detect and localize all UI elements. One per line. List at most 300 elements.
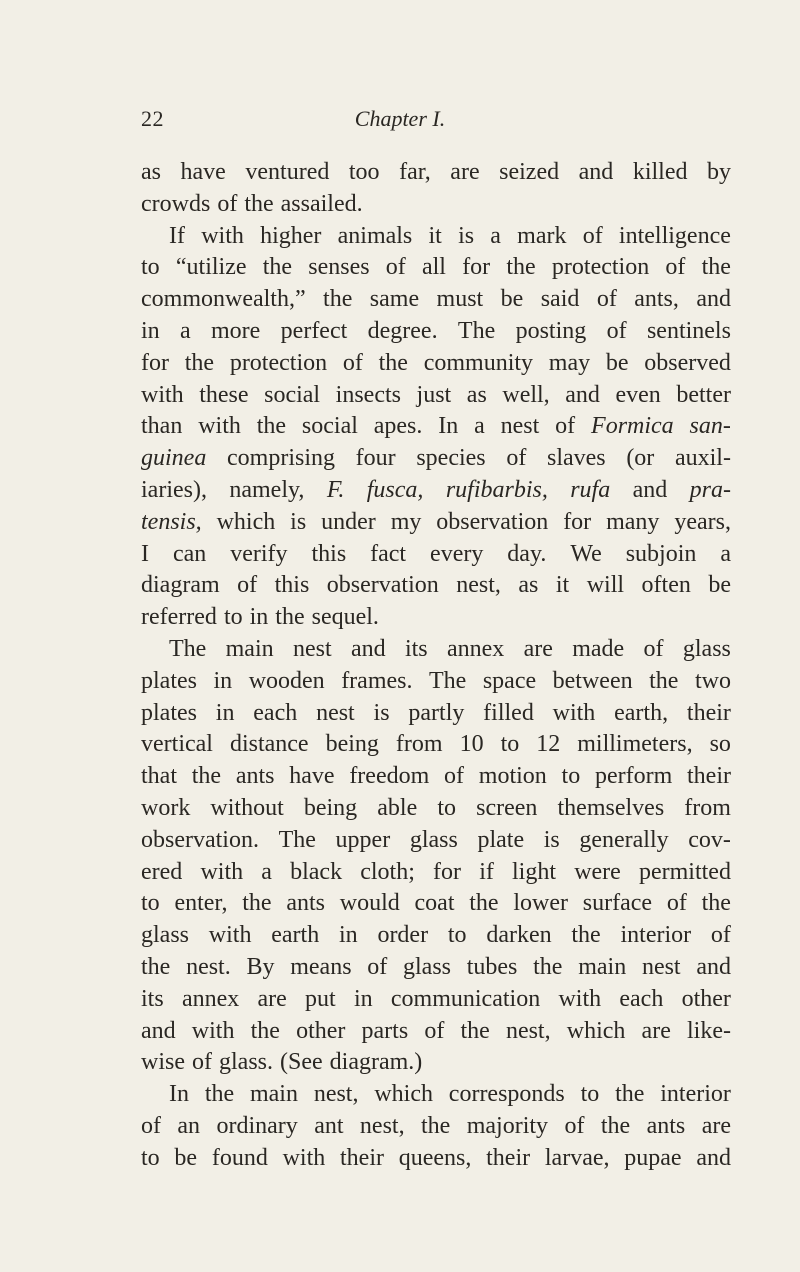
word: tubes — [466, 953, 518, 980]
word: ant — [314, 1112, 344, 1139]
word: more — [211, 317, 261, 344]
word: main — [578, 953, 627, 980]
word: annex — [446, 635, 505, 662]
word: the — [571, 922, 601, 949]
word: plates — [141, 699, 197, 726]
word: would — [339, 890, 400, 917]
word: which — [216, 508, 276, 535]
word: of — [666, 890, 687, 917]
word: iaries), — [141, 476, 207, 503]
word: the — [244, 190, 274, 217]
word: a — [474, 413, 485, 440]
word: social — [301, 413, 358, 440]
word: glass. — [219, 1049, 273, 1076]
word: and — [696, 1144, 731, 1171]
text-line — [141, 1143, 731, 1175]
word: nest, — [359, 1112, 405, 1139]
word: are — [523, 635, 553, 662]
word: were — [574, 858, 621, 885]
word: frames. — [341, 667, 413, 694]
word: filled — [483, 699, 534, 726]
running-head: Chapter I. — [354, 106, 446, 131]
word: even — [615, 381, 661, 408]
word: corresponds — [448, 1081, 565, 1108]
word: the — [204, 1081, 235, 1108]
word: of — [141, 1112, 161, 1139]
word: black — [290, 858, 343, 885]
word: able — [377, 794, 418, 821]
word: animals — [337, 222, 413, 249]
word: observed — [644, 349, 731, 376]
text-line — [141, 411, 731, 443]
word: just — [416, 381, 452, 408]
word: put — [305, 985, 336, 1012]
word: to — [437, 794, 457, 821]
word: is — [458, 222, 475, 249]
text-line — [141, 539, 731, 571]
word: will — [586, 572, 625, 599]
word: nest — [292, 635, 332, 662]
word: four — [355, 445, 396, 472]
word: referred — [141, 604, 217, 631]
word: earth — [271, 922, 320, 949]
word: this — [311, 540, 347, 567]
text-line — [141, 189, 731, 221]
word: fusca, — [366, 476, 424, 503]
word: of — [367, 953, 388, 980]
word: as — [466, 381, 487, 408]
word: glass — [682, 635, 731, 662]
word: insects — [335, 381, 401, 408]
word: wooden — [248, 667, 325, 694]
text-line — [141, 316, 731, 348]
word: diagram — [141, 572, 220, 599]
word: Formica — [591, 413, 674, 440]
word: tensis, — [141, 508, 202, 535]
word: apes. — [373, 413, 423, 440]
word: The — [278, 826, 316, 853]
word: the — [275, 604, 305, 631]
word: of — [192, 1049, 212, 1076]
text-line — [141, 952, 731, 984]
word: of — [710, 922, 731, 949]
word: The — [169, 635, 207, 662]
text-line — [141, 888, 731, 920]
text-line — [141, 1079, 731, 1111]
word: in — [141, 317, 160, 344]
word: have — [289, 763, 335, 790]
word: light — [512, 858, 557, 885]
word: diagram.) — [329, 1049, 423, 1076]
word: intelligence — [618, 222, 731, 249]
word: of — [606, 317, 627, 344]
word: which — [374, 1081, 433, 1108]
word: made — [572, 635, 625, 662]
word: glass — [403, 953, 451, 980]
word: years, — [674, 508, 731, 535]
word: darken — [486, 922, 552, 949]
word: community — [423, 349, 534, 376]
word: from — [395, 731, 443, 758]
word: of — [342, 349, 363, 376]
word: the — [533, 953, 563, 980]
word: glass — [409, 826, 458, 853]
word: subjoin — [625, 540, 697, 567]
word: these — [199, 381, 249, 408]
word: better — [676, 381, 731, 408]
word: queens, — [398, 1144, 472, 1171]
word: the — [242, 890, 272, 917]
word: perform — [594, 763, 673, 790]
word: with — [201, 222, 244, 249]
word: ants — [646, 1112, 686, 1139]
word: said — [540, 286, 580, 313]
word: so — [709, 731, 731, 758]
word: in — [338, 922, 358, 949]
word: being — [325, 731, 379, 758]
page-header — [0, 106, 800, 136]
word: other — [296, 1017, 346, 1044]
word: pupae — [624, 1144, 682, 1171]
word: of — [665, 254, 686, 281]
word: it — [428, 222, 442, 249]
word: rufa — [570, 476, 611, 503]
word: of — [385, 254, 406, 281]
word: the — [191, 763, 222, 790]
word: mark — [517, 222, 567, 249]
word: nest — [500, 413, 540, 440]
word: perfect — [280, 317, 348, 344]
word: fact — [370, 540, 407, 567]
text-line — [141, 1111, 731, 1143]
word: and — [696, 286, 731, 313]
word: the — [615, 1081, 645, 1108]
word: social — [264, 381, 321, 408]
word: are — [641, 1017, 671, 1044]
word: of — [555, 413, 576, 440]
word: far, — [399, 159, 431, 185]
word: and — [565, 381, 600, 408]
word: are — [450, 159, 480, 185]
word: enter, — [174, 890, 228, 917]
word: to — [141, 254, 160, 281]
word: which — [566, 1017, 626, 1044]
word: to — [223, 604, 243, 631]
word: plate — [477, 826, 525, 853]
word: senses — [308, 254, 370, 281]
word: seized — [499, 159, 560, 185]
word: sequel. — [311, 604, 379, 631]
word: the — [600, 1112, 631, 1139]
word: of — [596, 286, 617, 313]
word: all — [421, 254, 446, 281]
word: assailed. — [280, 190, 363, 217]
word: day. — [507, 540, 547, 567]
word: my — [390, 508, 422, 535]
word: this — [274, 572, 310, 599]
word: the — [184, 349, 215, 376]
word: slaves — [546, 445, 606, 472]
word: be — [174, 1144, 198, 1171]
word: motion — [478, 763, 547, 790]
word: can — [172, 540, 207, 567]
word: verify — [230, 540, 288, 567]
word: upper — [335, 826, 391, 853]
word: interior — [620, 922, 692, 949]
word: of — [506, 445, 527, 472]
word: cloth; — [360, 858, 415, 885]
word: and — [141, 1017, 176, 1044]
word: of — [424, 1017, 445, 1044]
word: if — [479, 858, 494, 885]
word: coat — [414, 890, 455, 917]
word: main — [225, 635, 274, 662]
word: nest — [316, 699, 355, 726]
word: of — [582, 222, 603, 249]
word: than — [141, 413, 183, 440]
word: nest, — [313, 1081, 359, 1108]
word: ants, — [634, 286, 679, 313]
word: each — [619, 985, 664, 1012]
word: between — [552, 667, 633, 694]
word: the — [460, 1017, 490, 1044]
word: nest — [641, 953, 681, 980]
word: ventured — [245, 159, 330, 185]
word: in — [213, 667, 233, 694]
word: have — [180, 159, 226, 185]
word: surface — [582, 890, 653, 917]
word: the — [421, 1112, 451, 1139]
word: nest. — [186, 953, 231, 980]
body-text — [141, 157, 731, 1175]
word: a — [720, 540, 731, 567]
word: protection — [229, 349, 328, 376]
word: many — [606, 508, 660, 535]
text-line — [141, 507, 731, 539]
text-line — [141, 698, 731, 730]
word: same — [369, 286, 420, 313]
word: found — [211, 1144, 268, 1171]
word: plates — [141, 667, 197, 694]
word: glass — [141, 922, 189, 949]
word: By — [246, 953, 275, 980]
word: vertical — [141, 731, 213, 758]
word: a — [180, 317, 191, 344]
word: it — [555, 572, 570, 599]
word: ordinary — [216, 1112, 298, 1139]
word: with — [198, 413, 241, 440]
word: partly — [408, 699, 465, 726]
word: each — [253, 699, 298, 726]
word: millimeters, — [577, 731, 693, 758]
word: wise — [141, 1049, 185, 1076]
word: is — [290, 508, 307, 535]
text-line — [141, 825, 731, 857]
text-line — [141, 221, 731, 253]
word: are — [257, 985, 287, 1012]
word: If — [169, 222, 185, 249]
word: rufibarbis, — [445, 476, 548, 503]
text-line — [141, 475, 731, 507]
word: under — [321, 508, 376, 535]
word: screen — [476, 794, 538, 821]
word: work — [141, 794, 191, 821]
word: the — [469, 890, 499, 917]
word: for — [563, 508, 592, 535]
word: be — [605, 349, 629, 376]
word: observation. — [141, 826, 259, 853]
word: with — [141, 381, 184, 408]
word: and — [578, 159, 614, 185]
word: to — [561, 763, 581, 790]
word: killed — [632, 159, 688, 185]
word: and — [696, 953, 731, 980]
word: permitted — [638, 858, 731, 885]
word: themselves — [557, 794, 665, 821]
word: the — [378, 349, 408, 376]
word: their — [687, 763, 731, 790]
word: parts — [361, 1017, 409, 1044]
word: their — [340, 1144, 384, 1171]
word: be — [708, 572, 731, 599]
word: majority — [466, 1112, 549, 1139]
text-line — [141, 984, 731, 1016]
text-line — [141, 666, 731, 698]
text-line — [141, 761, 731, 793]
word: of — [217, 190, 238, 217]
word: generally — [579, 826, 669, 853]
word: to — [141, 1144, 160, 1171]
word: well, — [502, 381, 550, 408]
word: ered — [141, 858, 183, 885]
word: commonwealth,” — [141, 286, 306, 313]
word: as — [141, 159, 161, 185]
word: the — [701, 254, 731, 281]
word: as — [518, 572, 539, 599]
word: being — [303, 794, 358, 821]
word: in — [249, 604, 269, 631]
word: distance — [229, 731, 309, 758]
word: like- — [686, 1017, 731, 1044]
word: to — [500, 731, 520, 758]
word: (or — [626, 445, 655, 472]
word: other — [681, 985, 731, 1012]
text-line — [141, 920, 731, 952]
text-line — [141, 793, 731, 825]
word: with — [558, 985, 602, 1012]
word: The — [429, 667, 467, 694]
text-line — [141, 252, 731, 284]
word: its — [404, 635, 428, 662]
page-number: 22 — [141, 106, 164, 131]
word: pra- — [689, 476, 731, 503]
word: their — [486, 1144, 531, 1171]
word: The — [457, 317, 496, 344]
word: crowds — [141, 190, 211, 217]
word: observation — [436, 508, 549, 535]
word: with — [208, 922, 252, 949]
text-line — [141, 380, 731, 412]
word: for — [141, 349, 169, 376]
word: in — [353, 985, 373, 1012]
word: for — [433, 858, 462, 885]
word: In — [438, 413, 459, 440]
text-line — [141, 157, 731, 189]
word: the — [141, 953, 171, 980]
word: with — [552, 699, 596, 726]
word: of — [564, 1112, 585, 1139]
word: is — [543, 826, 560, 853]
word: guinea — [141, 445, 207, 472]
word: too — [348, 159, 380, 185]
word: posting — [515, 317, 587, 344]
word: species — [416, 445, 486, 472]
word: means — [290, 953, 352, 980]
word: the — [250, 1017, 280, 1044]
word: observation — [326, 572, 439, 599]
word: san- — [689, 413, 731, 440]
word: the — [262, 254, 293, 281]
word: space — [482, 667, 537, 694]
word: lower — [513, 890, 569, 917]
word: higher — [260, 222, 322, 249]
word: in — [215, 699, 235, 726]
word: In — [169, 1081, 189, 1108]
word: protection — [551, 254, 650, 281]
text-line — [141, 570, 731, 602]
word: with — [200, 858, 244, 885]
word: with — [191, 1017, 235, 1044]
word: cov- — [688, 826, 731, 853]
word: must — [436, 286, 484, 313]
word: the — [323, 286, 353, 313]
word: earth, — [614, 699, 669, 726]
text-line — [141, 443, 731, 475]
word: auxil- — [674, 445, 731, 472]
word: the — [701, 890, 731, 917]
word: communication — [390, 985, 541, 1012]
word: nest, — [456, 572, 501, 599]
word: their — [686, 699, 731, 726]
word: namely, — [229, 476, 305, 503]
word: sentinels — [646, 317, 731, 344]
text-line — [141, 284, 731, 316]
word: (See — [280, 1049, 323, 1076]
word: degree. — [367, 317, 438, 344]
text-line — [141, 348, 731, 380]
word: 10 — [459, 731, 484, 758]
text-line — [141, 1016, 731, 1048]
word: I — [141, 540, 149, 567]
word: 12 — [536, 731, 561, 758]
word: a — [261, 858, 272, 885]
text-line — [141, 602, 731, 634]
word: with — [282, 1144, 326, 1171]
word: nest, — [505, 1017, 551, 1044]
text-line — [141, 729, 731, 761]
word: annex — [181, 985, 240, 1012]
word: are — [701, 1112, 731, 1139]
word: that — [141, 763, 177, 790]
word: often — [641, 572, 691, 599]
word: interior — [660, 1081, 731, 1108]
word: be — [500, 286, 524, 313]
word: to — [447, 922, 467, 949]
word: of — [237, 572, 258, 599]
word: main — [249, 1081, 298, 1108]
word: comprising — [227, 445, 335, 472]
word: two — [694, 667, 731, 694]
